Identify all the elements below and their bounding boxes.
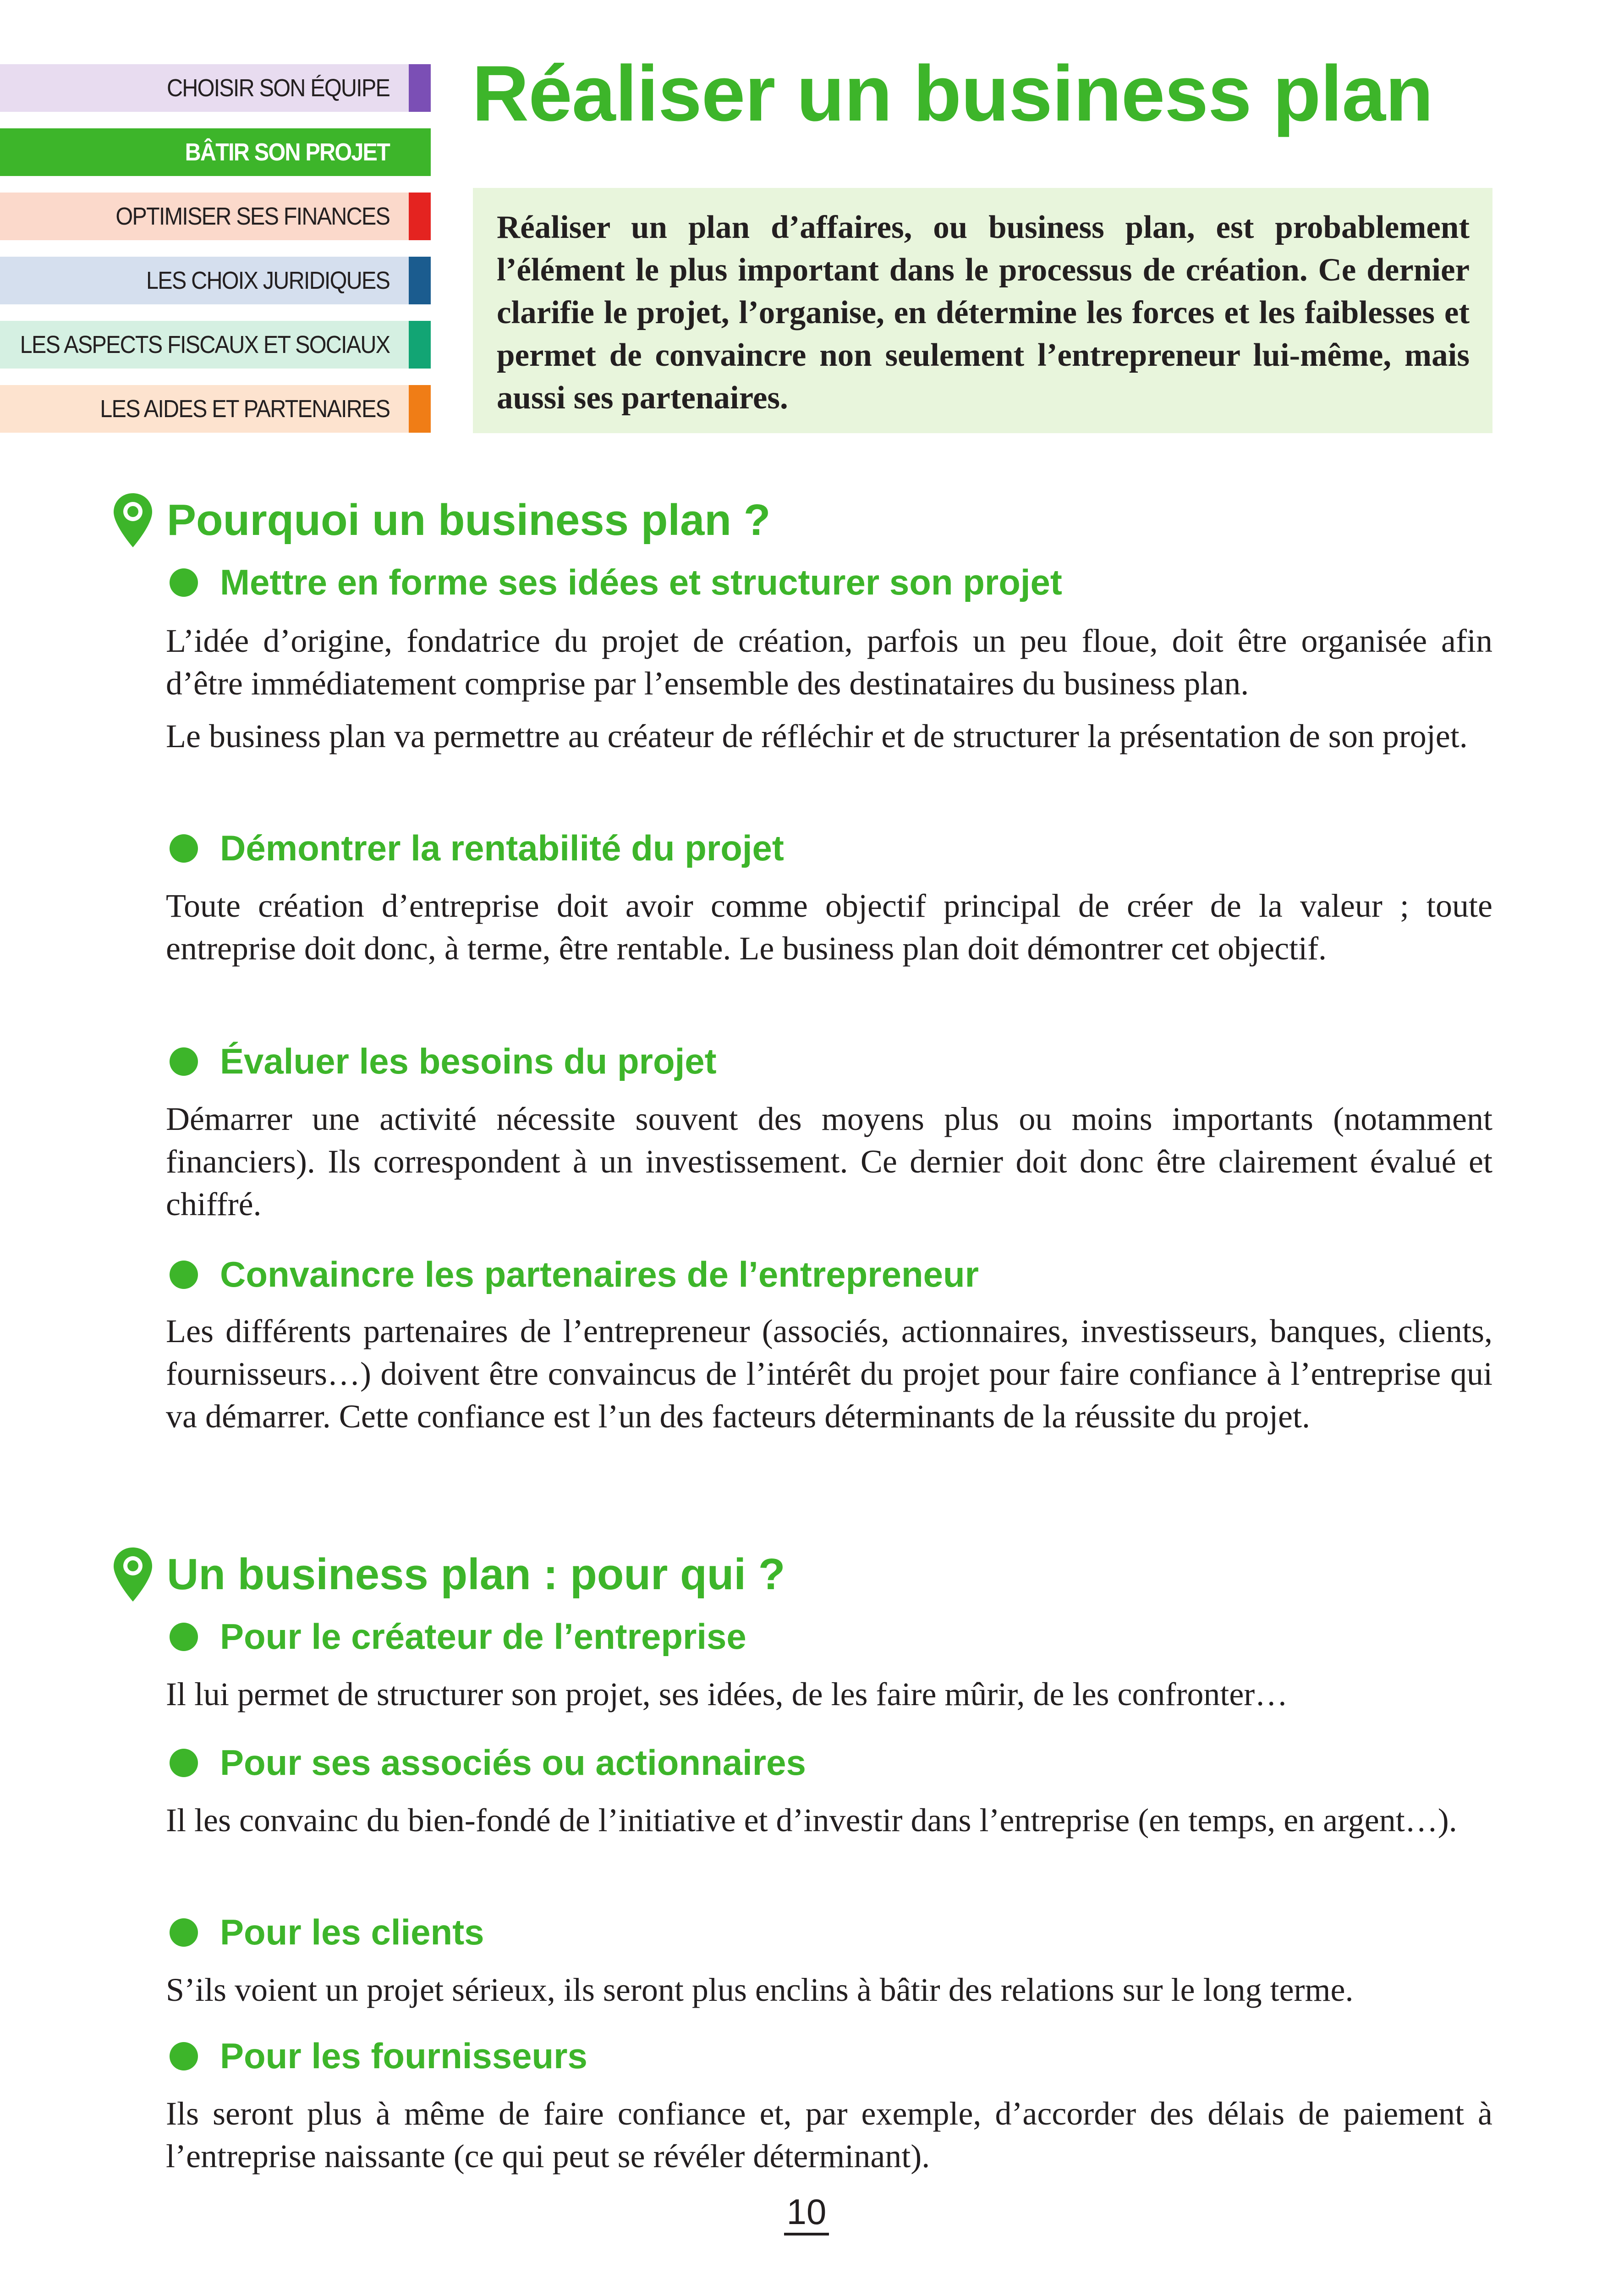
nav-item-label: OPTIMISER SES FINANCES bbox=[115, 203, 390, 230]
subsection-title-text: Convaincre les partenaires de l’entrepreneur bbox=[220, 1254, 979, 1294]
paragraph: Le business plan va permettre au créateur de réfléchir et de structurer la présentation de son projet. bbox=[166, 718, 1468, 754]
paragraph: Toute création d’entreprise doit avoir comme objectif principal de créer de la valeur ; toute entreprise doit donc, à terme, être rentable. Le business plan doit démontrer cet objectif. bbox=[166, 887, 1492, 967]
subsection-title bbox=[170, 1742, 806, 1784]
subsection-title-text: Pour ses associés ou actionnaires bbox=[220, 1742, 806, 1783]
nav-color-marker bbox=[409, 385, 431, 433]
subsection-title bbox=[170, 2035, 587, 2077]
paragraph: Il les convainc du bien-fondé de l’initiative et d’investir dans l’entreprise (en temps, en argent…). bbox=[166, 1802, 1457, 1839]
paragraph: L’idée d’origine, fondatrice du projet de création, parfois un peu floue, doit être organisée afin d’être immédiatement comprise par l’ensemble des destinataires du business plan. bbox=[166, 622, 1492, 702]
paragraph: Ils seront plus à même de faire confiance et, par exemple, d’accorder des délais de paiement à l’entreprise naissante (ce qui peut se révéler déterminant). bbox=[166, 2095, 1492, 2175]
nav-item-les-choix-juridiques[interactable] bbox=[0, 257, 431, 304]
bullet-icon bbox=[170, 1261, 198, 1289]
nav-color-marker bbox=[409, 193, 431, 240]
paragraph: Il lui permet de structurer son projet, ses idées, de les faire mûrir, de les confronter… bbox=[166, 1676, 1288, 1712]
location-pin-icon bbox=[110, 1545, 156, 1604]
paragraph: S’ils voient un projet sérieux, ils seront plus enclins à bâtir des relations sur le long terme. bbox=[166, 1971, 1354, 2008]
nav-item-label: BÂTIR SON PROJET bbox=[185, 138, 390, 166]
intro-box: Réaliser un plan d’affaires, ou business plan, est probablement l’élément le plus important dans le processus de création. Ce dernier clarifie le projet, l’organise, en détermine les forces et les faiblesses et permet de convaincre non seulement l’entrepreneur lui-même, mais aussi ses partenaires. bbox=[473, 188, 1492, 433]
nav-color-marker bbox=[409, 321, 431, 369]
subsection-title-text: Pour le créateur de l’entreprise bbox=[220, 1616, 746, 1657]
section-nav bbox=[0, 64, 431, 449]
paragraph: Les différents partenaires de l’entrepreneur (associés, actionnaires, investisseurs, banques, clients, fournisseurs…) doivent être convaincus de l’intérêt du projet pour faire confiance à l’entreprise qui va démarrer. Cette confiance est l’un des facteurs déterminants de la réussite du projet. bbox=[166, 1313, 1492, 1435]
subsection-title-text: Démontrer la rentabilité du projet bbox=[220, 828, 784, 868]
bullet-icon bbox=[170, 568, 198, 597]
subsection-title-text: Mettre en forme ses idées et structurer son projet bbox=[220, 562, 1062, 602]
nav-item-batir-son-projet[interactable] bbox=[0, 128, 431, 176]
nav-item-optimiser-ses-finances[interactable] bbox=[0, 193, 431, 240]
subsection-title bbox=[170, 827, 784, 869]
section-heading-text: Un business plan : pour qui ? bbox=[167, 1550, 785, 1599]
subsection-title bbox=[170, 1616, 746, 1657]
nav-color-marker bbox=[409, 257, 431, 304]
subsection-title bbox=[170, 1911, 484, 1953]
nav-item-choisir-son-equipe[interactable] bbox=[0, 64, 431, 112]
paragraph: Démarrer une activité nécessite souvent des moyens plus ou moins importants (notamment financiers). Ils correspondent à un investissement. Ce dernier doit donc être clairement évalué et chiffré. bbox=[166, 1101, 1492, 1222]
nav-color-marker bbox=[409, 64, 431, 112]
page-number-text: 10 bbox=[784, 2191, 829, 2235]
bullet-icon bbox=[170, 2042, 198, 2070]
nav-item-les-aides-et-partenaires[interactable] bbox=[0, 385, 431, 433]
nav-item-label: CHOISIR SON ÉQUIPE bbox=[166, 74, 390, 102]
nav-item-les-aspects-fiscaux-et-sociaux[interactable] bbox=[0, 321, 431, 369]
bullet-icon bbox=[170, 1918, 198, 1947]
subsection-title-text: Pour les clients bbox=[220, 1912, 484, 1952]
subsection-title-text: Pour les fournisseurs bbox=[220, 2036, 587, 2076]
bullet-icon bbox=[170, 1047, 198, 1076]
bullet-icon bbox=[170, 1749, 198, 1777]
section-heading-text: Pourquoi un business plan ? bbox=[167, 496, 771, 545]
section-heading bbox=[110, 1545, 785, 1604]
subsection-title bbox=[170, 1041, 717, 1082]
subsection-title-text: Évaluer les besoins du projet bbox=[220, 1041, 717, 1081]
nav-item-label: LES CHOIX JURIDIQUES bbox=[146, 267, 390, 294]
page-number bbox=[761, 2191, 852, 2233]
nav-item-label: LES ASPECTS FISCAUX ET SOCIAUX bbox=[20, 331, 390, 358]
subsection-title bbox=[170, 1254, 979, 1295]
bullet-icon bbox=[170, 1623, 198, 1651]
section-heading bbox=[110, 490, 770, 550]
nav-color-marker bbox=[409, 128, 431, 176]
page-title: Réaliser un business plan bbox=[472, 50, 1433, 138]
bullet-icon bbox=[170, 834, 198, 863]
location-pin-icon bbox=[110, 490, 156, 550]
nav-item-label: LES AIDES ET PARTENAIRES bbox=[99, 395, 390, 423]
subsection-title bbox=[170, 562, 1062, 603]
